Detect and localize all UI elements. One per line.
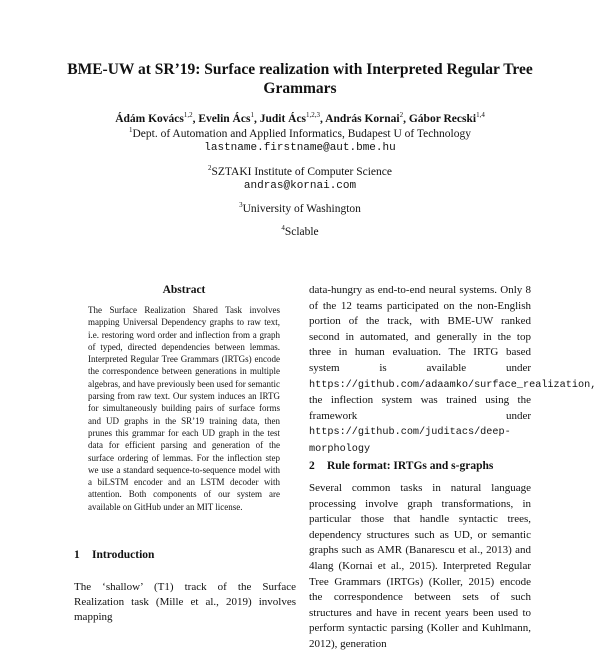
author: Gábor Recski$^{1,4}$ xyxy=(408,111,485,125)
email-2: andras@kornai.com xyxy=(243,179,357,192)
affiliation-4: $^4$Sclable xyxy=(281,224,319,238)
right-column-paragraph-1: data-hungry as end-to-end neural systems. Only 8 of the 12 teams participated on the non-English portion of the track, with BME-UW ranked second in automated, and generally in the top three in human evaluation. The IRTG based system is available under https://github.com/adaamko/surface_realization, the inflection system was trained using the framework under https://github.com/juditacs/deep-morphology xyxy=(309,284,597,455)
email-1: lastname.firstname@aut.bme.hu xyxy=(204,141,396,154)
author: Ádám Kovács$^{1,2}$, xyxy=(115,111,199,125)
abstract-body: The Surface Realization Shared Task involves mapping Universal Dependency graphs to raw text, i.e. restoring word order and inflection from a graph of typed, directed dependencies between lemmas. Interpreted Regular Tree Grammars (IRTGs) encode the correspondence between generations in multiple algebras, and have previously been used for semantic parsing from raw text. Our system induces an IRTG for simultaneously building pairs of surface forms and UD graphs in the SR’19 training data, then prunes this grammar for each UD graph in the test data for efficient parsing and generation of the surface ordering of lemmas. For the inflection step we use a standard sequence-to-sequence model with a biLSTM encoder and an LSTM decoder with attention. Both components of our system are available on GitHub under an MIT license. xyxy=(88,305,280,512)
author: Judit Ács$^{1,2,3}$, xyxy=(259,111,326,125)
author-list xyxy=(40,111,560,125)
abstract-heading: Abstract xyxy=(162,284,206,296)
title-line-2: Grammars xyxy=(263,80,337,97)
right-column-paragraph-2: Several common tasks in natural language processing involve graph transformations, in particular those that handle syntactic trees, dependency structures such as UD, or semantic graphs such as AMR (Banarescu et al., 2013) and 4lang (Kornai et al., 2015). Interpreted Regular Tree Grammars (IRTGs) (Koller, 2015) encode the correspondence between sets of such structures and have in recent years been used to perform syntactic parsing (Koller and Kuhlmann, 2012), generation xyxy=(309,482,531,650)
author: András Kornai$^2$, xyxy=(325,111,409,125)
github-link-deep-morphology[interactable]: https://github.com/juditacs/deep-morphology xyxy=(309,427,511,455)
paper-title xyxy=(40,60,560,98)
intro-paragraph: The ‘shallow’ (T1) track of the Surface Realization task (Mille et al., 2019) involves mapping xyxy=(74,581,296,623)
github-link-surface-realization[interactable]: https://github.com/adaamko/surface_realization, xyxy=(309,379,597,391)
affiliation-3: $^3$University of Washington xyxy=(239,201,361,215)
section-heading-rule-format: 2 Rule format: IRTGs and s-graphs xyxy=(309,460,494,472)
section-heading-introduction: 1 Introduction xyxy=(74,549,155,561)
author: Evelin Ács$^1$, xyxy=(198,111,260,125)
affiliation-2: $^2$SZTAKI Institute of Computer Science andras@kornai.com xyxy=(40,164,560,192)
title-line-1: BME-UW at SR’19: Surface realization with Interpreted Regular Tree xyxy=(67,61,533,78)
affiliation-1: $^1$Dept. of Automation and Applied Informatics, Budapest U of Technology lastname.firstname@aut.bme.hu xyxy=(40,126,560,154)
